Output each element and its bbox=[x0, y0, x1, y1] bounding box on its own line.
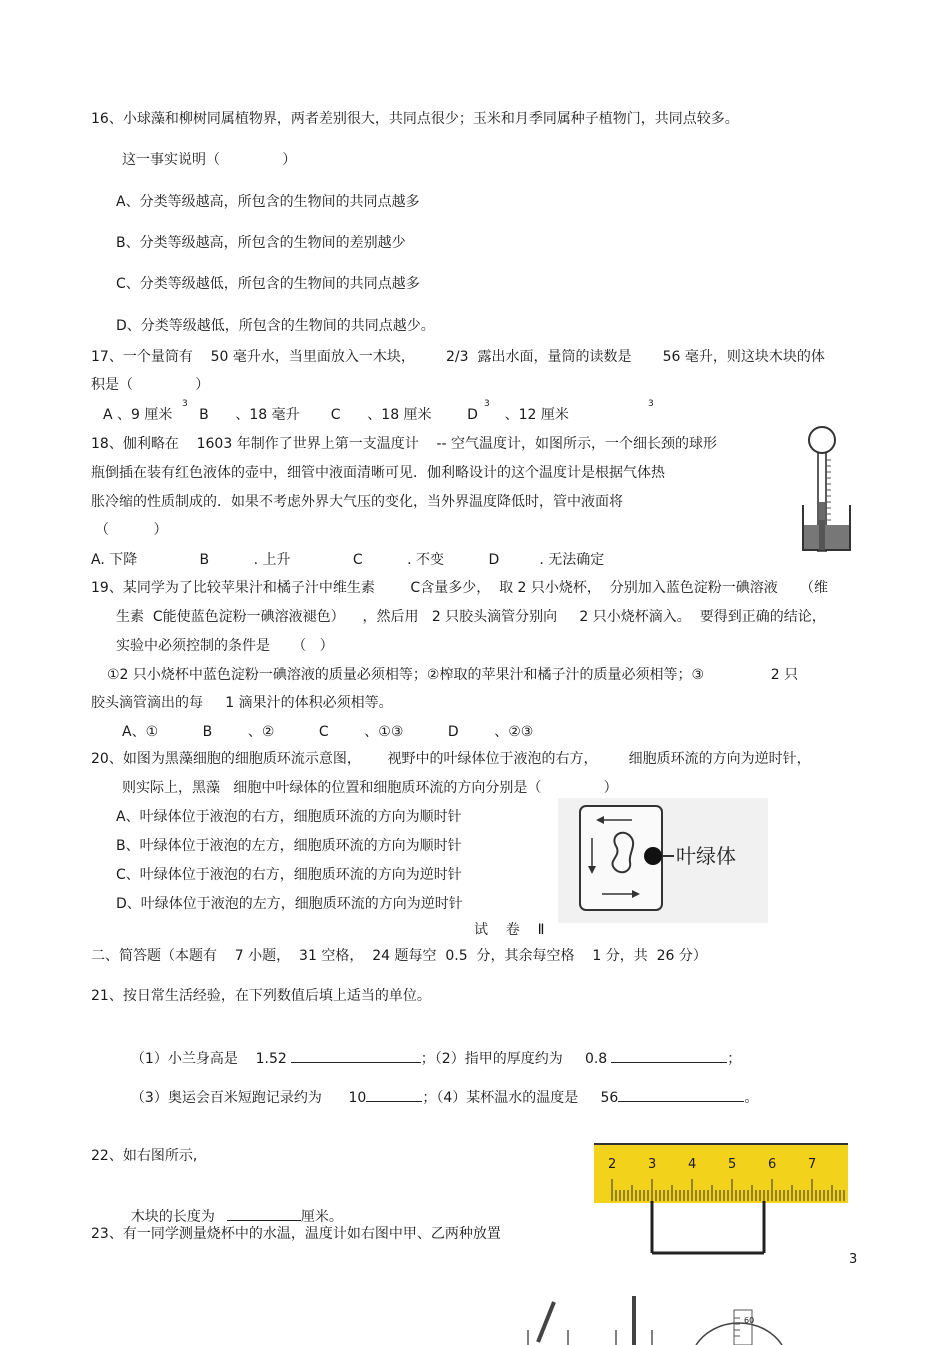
q19-stem-3: 实验中必须控制的条件是 （ ） bbox=[116, 638, 334, 654]
q16-option-c: C、分类等级越低，所包含的生物间的共同点越多 bbox=[116, 276, 420, 292]
q17-sup-a: 3 bbox=[182, 399, 188, 409]
ruler-label-7: 7 bbox=[808, 1157, 817, 1172]
ruler-label-2: 2 bbox=[608, 1157, 617, 1172]
cell-diagram bbox=[558, 798, 768, 923]
q21-stem: 21、按日常生活经验，在下列数值后填上适当的单位。 bbox=[91, 988, 431, 1004]
q22-unit: 厘米。 bbox=[300, 1209, 343, 1225]
q21-blank-3[interactable] bbox=[366, 1086, 422, 1102]
q16-stem: 16、小球藻和柳树同属植物界，两者差别很大，共同点很少；玉米和月季同属种子植物门，共同点较多。 bbox=[91, 111, 739, 127]
q22-answer-line bbox=[122, 1185, 343, 1227]
q17-stem-cont: 积是（ ） bbox=[91, 377, 210, 393]
q21-part4-end: 。 bbox=[744, 1090, 759, 1106]
q16-option-a: A、分类等级越高，所包含的生物间的共同点越多 bbox=[116, 194, 420, 210]
q20-option-d: D、叶绿体位于液泡的左方，细胞质环流的方向为逆时针 bbox=[116, 896, 463, 912]
q21-part1-2 bbox=[122, 1027, 741, 1069]
page-number: 3 bbox=[849, 1252, 858, 1267]
q20-option-b: B、叶绿体位于液泡的左方，细胞质环流的方向为顺时针 bbox=[116, 838, 462, 854]
q18-options: A. 下降 B . 上升 C . 不变 D . 无法确定 bbox=[91, 552, 605, 568]
q20-stem-2: 则实际上，黑藻 细胞中叶绿体的位置和细胞质环流的方向分别是（ ） bbox=[122, 780, 618, 796]
q19-options: A、① B 、② C 、①③ D 、②③ bbox=[122, 724, 534, 740]
q21-part4: ；（4）某杯温水的温度是 56 bbox=[422, 1090, 619, 1106]
q18-stem-2: 瓶倒插在装有红色液体的壶中，细管中液面清晰可见．伽利略设计的这个温度计是根据气体热 bbox=[91, 465, 665, 481]
q18-stem: 18、伽利略在 1603 年制作了世界上第一支温度计 -- 空气温度计，如图所示，一个细长颈的球形 bbox=[91, 436, 718, 452]
q19-stem-2: 生素 C能使蓝色淀粉一碘溶液褪色） ，然后用 2 只胶头滴管分别向 2 只小烧杯滴入。 要得到正确的结论， bbox=[116, 609, 826, 625]
q21-part2-end: ； bbox=[727, 1051, 742, 1067]
q17-sup-d: 3 bbox=[648, 399, 654, 409]
q17-stem: 17、一个量筒有 50 毫升水，当里面放入一木块， 2/3 露出水面，量筒的读数是 56 毫升，则这块木块的体 bbox=[91, 349, 825, 365]
ruler-figure bbox=[594, 1143, 848, 1261]
q19-stem: 19、某同学为了比较苹果汁和橘子汁中维生素 C含量多少， 取 2 只小烧杯， 分别加入蓝色淀粉一碘溶液 （维 bbox=[91, 580, 829, 596]
q21-blank-2[interactable] bbox=[611, 1047, 727, 1063]
q19-conditions: ①2 只小烧杯中蓝色淀粉一碘溶液的质量必须相等；②榨取的苹果汁和橘子汁的质量必须相等；③ 2 只 bbox=[107, 667, 799, 683]
q21-part3-4 bbox=[122, 1066, 758, 1108]
q18-stem-4: （ ） bbox=[95, 522, 168, 538]
q21-part3: （3）奥运会百米短跑记录约为 10 bbox=[130, 1090, 367, 1106]
cytoplasm-streaming-figure bbox=[558, 798, 768, 923]
q22-label: 木块的长度为 bbox=[130, 1209, 215, 1225]
q17-options: A 、9 厘米 B 、18 毫升 C 、18 厘米 D 、12 厘米 bbox=[103, 407, 569, 423]
ruler-label-4: 4 bbox=[688, 1157, 697, 1172]
section2-heading: 二、简答题（本题有 7 小题， 31 空格， 24 题每空 0.5 分，其余每空格 1 分，共 26 分） bbox=[91, 948, 707, 964]
q23-stem: 23、有一同学测量烧杯中的水温，温度计如右图中甲、乙两种放置 bbox=[91, 1226, 501, 1242]
q21-part2: ；（2）指甲的厚度约为 0.8 bbox=[420, 1051, 608, 1067]
q20-stem: 20、如图为黑藻细胞的细胞质环流示意图， 视野中的叶绿体位于液泡的右方， 细胞质环流的方向为逆时针， bbox=[91, 751, 811, 767]
q20-option-c: C、叶绿体位于液泡的右方，细胞质环流的方向为逆时针 bbox=[116, 867, 462, 883]
thermometer-scale-60: 60 bbox=[744, 1316, 755, 1325]
q16-option-b: B、分类等级越高，所包含的生物间的差别越少 bbox=[116, 235, 406, 251]
ruler-label-5: 5 bbox=[728, 1157, 737, 1172]
q20-option-a: A、叶绿体位于液泡的右方，细胞质环流的方向为顺时针 bbox=[116, 809, 462, 825]
section-title: 试 卷 Ⅱ bbox=[474, 922, 545, 938]
q22-stem: 22、如右图所示, bbox=[91, 1148, 198, 1164]
ruler-label-3: 3 bbox=[648, 1157, 657, 1172]
q18-stem-3: 胀冷缩的性质制成的．如果不考虑外界大气压的变化，当外界温度降低时，管中液面将 bbox=[91, 494, 623, 510]
q16-stem-cont: 这一事实说明（ ） bbox=[122, 152, 297, 168]
ruler-label-6: 6 bbox=[768, 1157, 777, 1172]
chloroplast-label: 叶绿体 bbox=[676, 844, 736, 868]
q22-blank[interactable] bbox=[227, 1205, 301, 1221]
q21-blank-1[interactable] bbox=[291, 1047, 421, 1063]
q17-sup-c: 3 bbox=[484, 399, 490, 409]
galileo-thermometer-figure bbox=[798, 420, 858, 555]
q21-part1: （1）小兰身高是 1.52 bbox=[130, 1051, 287, 1067]
q19-conditions-cont: 胶头滴管滴出的每 1 滴果汁的体积必须相等。 bbox=[91, 695, 393, 711]
q16-option-d: D、分类等级越低，所包含的生物间的共同点越少。 bbox=[116, 318, 435, 334]
q21-blank-4[interactable] bbox=[618, 1086, 744, 1102]
